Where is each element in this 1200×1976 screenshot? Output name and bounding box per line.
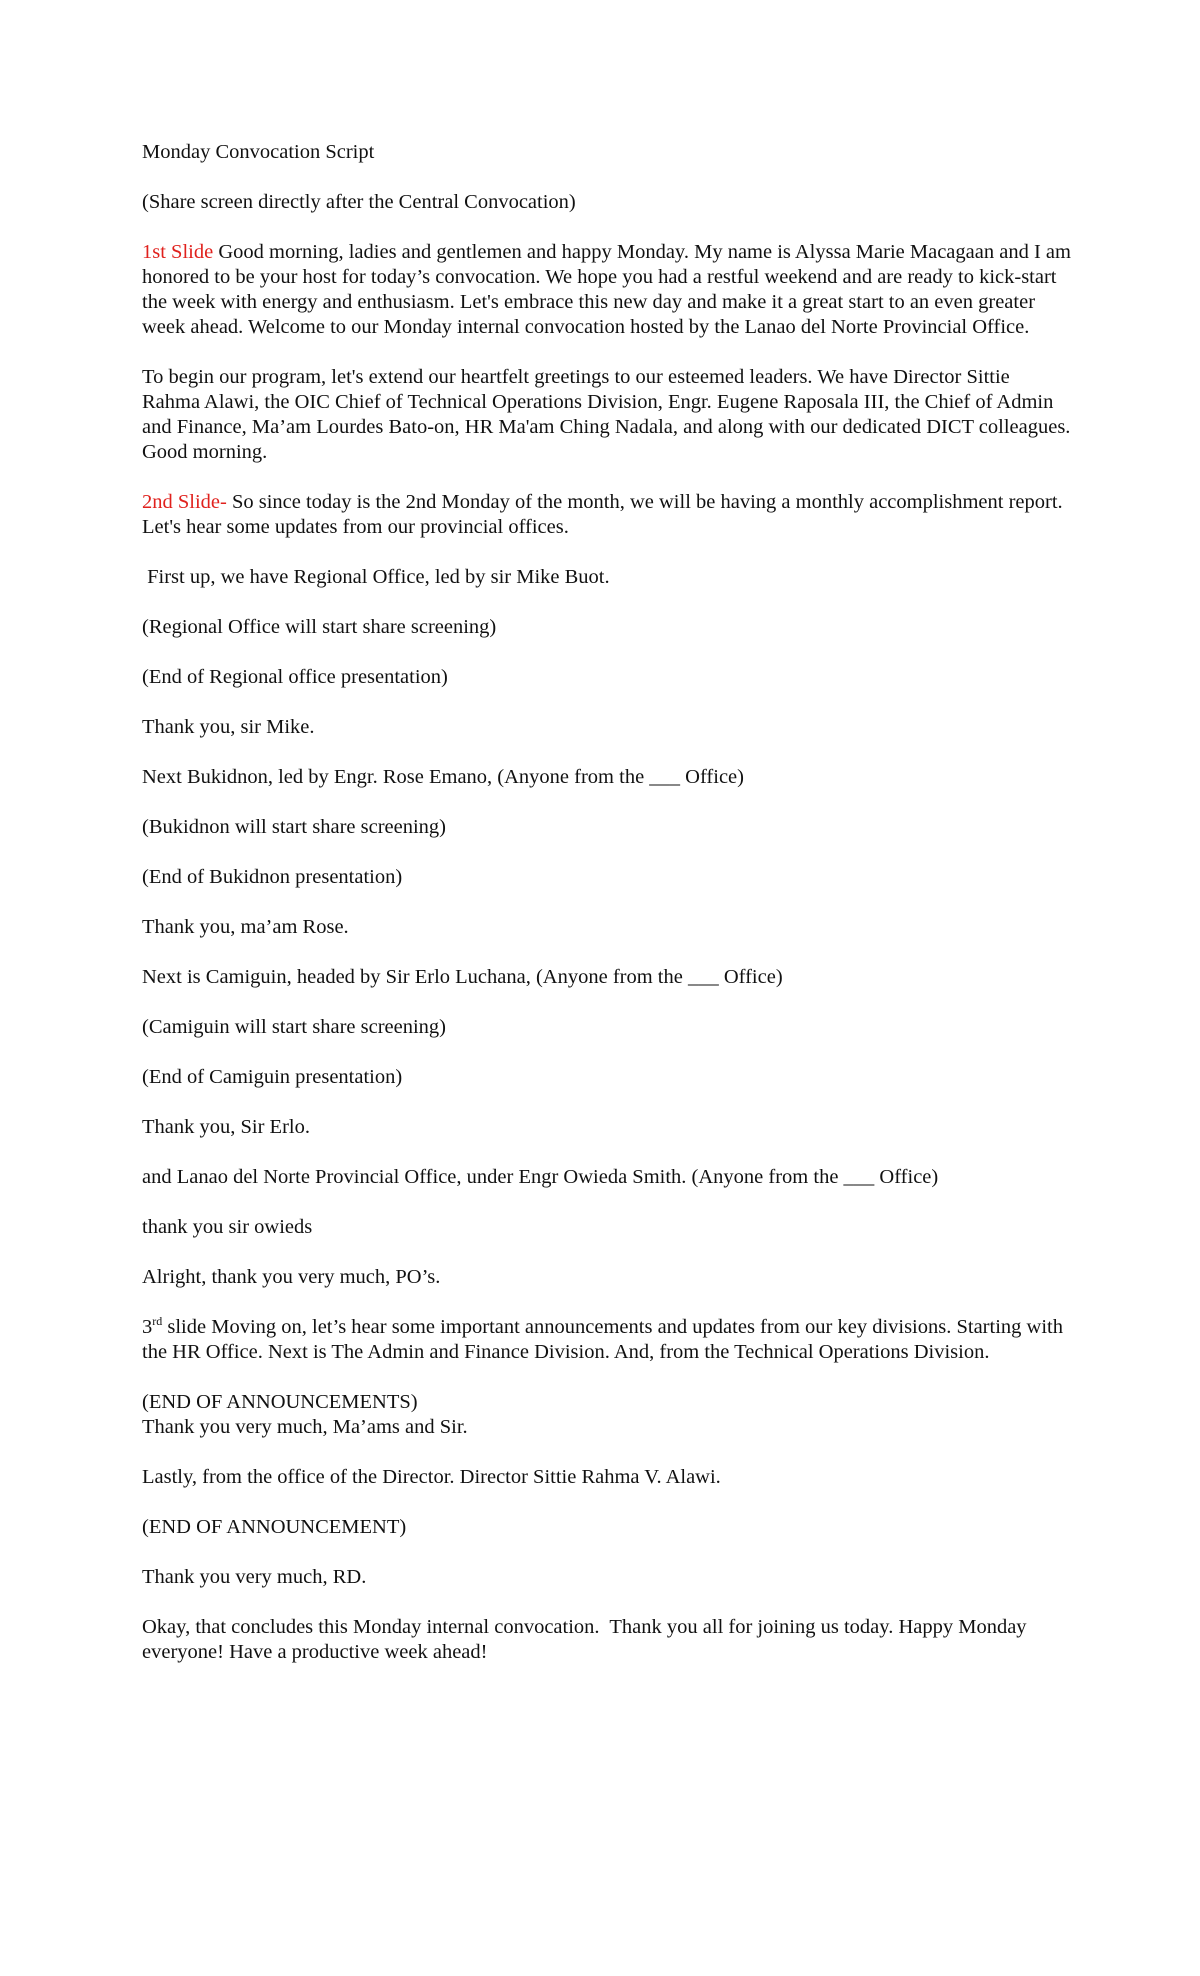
document-title: Monday Convocation Script xyxy=(142,141,375,163)
greetings-paragraph: To begin our program, let's extend our heartfelt greetings to our esteemed leaders. We have Director Sittie Rahma Alawi, the OIC Chief of Technical Operations Division, Engr. Eugene Raposala III, the Chief of Admin and Finance, Ma’am Lourdes Bato-on, HR Ma'am Ching Nadala, and along with our dedicated DICT colleagues. Good morning. xyxy=(142,366,1071,463)
script-line: (End of Bukidnon presentation) xyxy=(142,866,403,888)
director-line: Lastly, from the office of the Director. Director Sittie Rahma V. Alawi. xyxy=(142,1466,721,1488)
script-line: (Bukidnon will start share screening) xyxy=(142,816,447,838)
end-announcement-note: (END OF ANNOUNCEMENT) xyxy=(142,1516,407,1538)
script-line: First up, we have Regional Office, led by sir Mike Buot. xyxy=(142,566,610,588)
script-line: (Camiguin will start share screening) xyxy=(142,1016,446,1038)
slide1-text: Good morning, ladies and gentlemen and happy Monday. My name is Alyssa Marie Macagaan and I am honored to be your host for today’s convocation. We hope you had a restful weekend and are ready to kick-start the week with energy and enthusiasm. Let's embrace this new day and make it a great start to an even greater week ahead. Welcome to our Monday internal convocation hosted by the Lanao del Norte Provincial Office. xyxy=(142,241,1071,338)
document-subtitle: (Share screen directly after the Central Convocation) xyxy=(142,191,576,213)
slide3-number: 3 xyxy=(142,1316,153,1338)
script-line: (End of Camiguin presentation) xyxy=(142,1066,403,1088)
script-line: thank you sir owieds xyxy=(142,1216,313,1238)
slide2-paragraph xyxy=(142,490,1072,540)
slide3-ordinal-suffix: rd xyxy=(152,1314,163,1329)
slide3-text: slide Moving on, let’s hear some important announcements and updates from our key divisions. Starting with the HR Office. Next is The Admin and Finance Division. And, from the Technical Operations Division. xyxy=(142,1316,1063,1363)
slide3-paragraph xyxy=(142,1315,1072,1365)
script-line: Next Bukidnon, led by Engr. Rose Emano, (Anyone from the ___ Office) xyxy=(142,766,744,788)
document-body xyxy=(142,140,1072,1690)
end-announcements-note: (END OF ANNOUNCEMENTS) xyxy=(142,1391,418,1413)
script-line: and Lanao del Norte Provincial Office, under Engr Owieda Smith. (Anyone from the ___ Office) xyxy=(142,1166,939,1188)
slide2-text: So since today is the 2nd Monday of the month, we will be having a monthly accomplishment report. Let's hear some updates from our provincial offices. xyxy=(142,491,1063,538)
closing-paragraph: Okay, that concludes this Monday internal convocation. Thank you all for joining us today. Happy Monday everyone! Have a productive week ahead! xyxy=(142,1616,1032,1663)
slide2-label: 2nd Slide- xyxy=(142,491,227,513)
thanks-rd-line: Thank you very much, RD. xyxy=(142,1566,367,1588)
script-line: Next is Camiguin, headed by Sir Erlo Luchana, (Anyone from the ___ Office) xyxy=(142,966,783,988)
thanks-mams-sir-line: Thank you very much, Ma’ams and Sir. xyxy=(142,1416,468,1438)
script-line: (End of Regional office presentation) xyxy=(142,666,448,688)
script-line: Thank you, ma’am Rose. xyxy=(142,916,349,938)
script-line: Alright, thank you very much, PO’s. xyxy=(142,1266,441,1288)
script-line: Thank you, Sir Erlo. xyxy=(142,1116,310,1138)
script-line: (Regional Office will start share screening) xyxy=(142,616,497,638)
slide1-label: 1st Slide xyxy=(142,241,214,263)
slide1-paragraph xyxy=(142,240,1072,340)
script-line: Thank you, sir Mike. xyxy=(142,716,315,738)
